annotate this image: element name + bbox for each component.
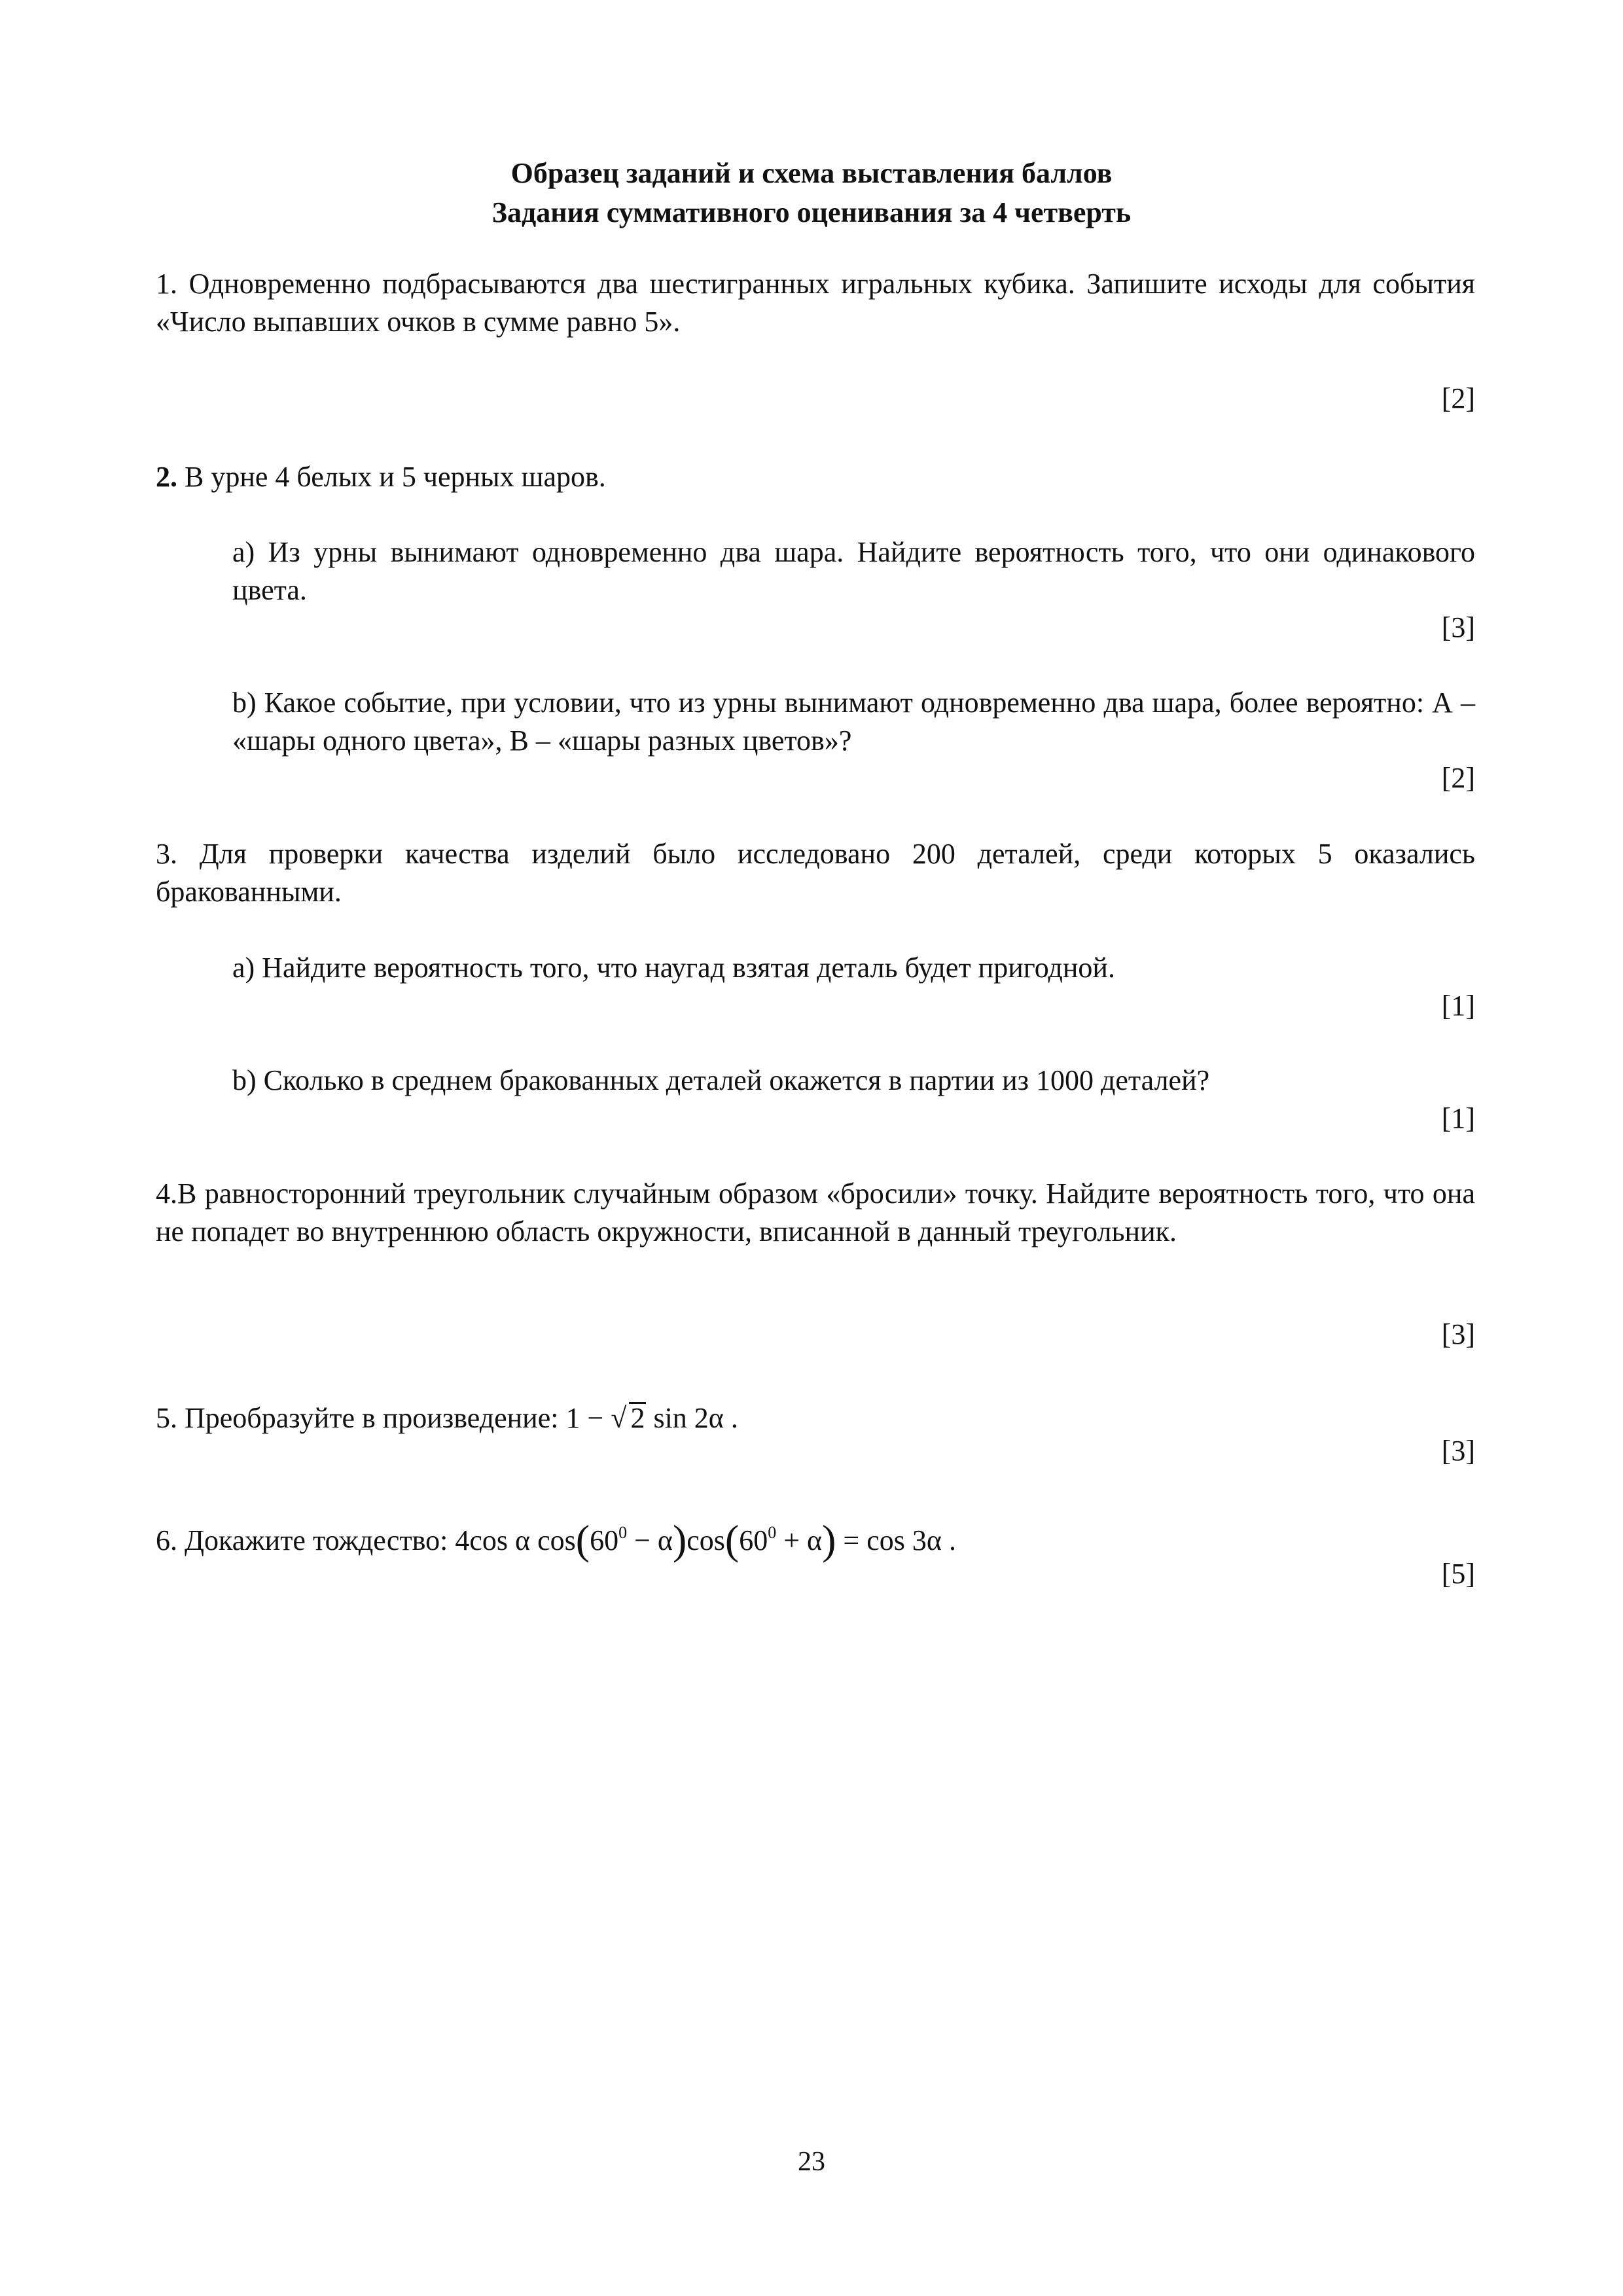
- formula-part: + α: [776, 1524, 823, 1556]
- formula-part: 1 −: [565, 1402, 611, 1434]
- task-5-label: 5. Преобразуйте в произведение:: [156, 1402, 566, 1434]
- task-2b-text: b) Какое событие, при условии, что из урны вынимают одновременно два шара, более вероятно: А – «шары одного цвета», В – «шары разных цветов»?: [232, 687, 1475, 757]
- title-line-2: Задания суммативного оценивания за 4 четверть: [491, 196, 1132, 228]
- task-3b-points: [1]: [1441, 1102, 1475, 1134]
- paren-close: ): [822, 1516, 836, 1563]
- task-3-text: 3. Для проверки качества изделий было исследовано 200 деталей, среди которых 5 оказались бракованными.: [156, 838, 1475, 908]
- paren-open: (: [724, 1516, 740, 1563]
- formula-part: cos: [687, 1524, 725, 1556]
- task-2b-points: [2]: [1441, 762, 1475, 794]
- task-2a-points: [3]: [1441, 611, 1475, 643]
- task-3a-points: [1]: [1441, 990, 1475, 1022]
- task-1-text: 1. Одновременно подбрасываются два шестигранных игральных кубика. Запишите исходы для события «Число выпавших очков в сумме равно 5».: [156, 268, 1475, 338]
- formula-part: 4cos α cos: [455, 1524, 576, 1556]
- task-4-text: 4.В равносторонний треугольник случайным образом «бросили» точку. Найдите вероятность того, что она не попадет во внутреннюю область окружности, вписанной в данный треугольник.: [156, 1177, 1475, 1247]
- task-6-text: [156, 1516, 1475, 1563]
- task-2-body: В урне 4 белых и 5 черных шаров.: [177, 461, 606, 493]
- task-6-formula: [455, 1516, 942, 1563]
- formula-end: .: [723, 1402, 738, 1434]
- task-5-formula: [565, 1402, 723, 1434]
- task-4-points: [3]: [1441, 1318, 1475, 1350]
- paren-close: ): [672, 1516, 687, 1563]
- formula-part: − α: [627, 1524, 673, 1556]
- paren-open: (: [575, 1516, 590, 1563]
- task-6-points: [5]: [1441, 1558, 1475, 1590]
- page-number: 23: [798, 2147, 825, 2177]
- formula-part: 60: [739, 1524, 768, 1556]
- formula-part: = cos 3α: [836, 1524, 942, 1556]
- sqrt-sign: √: [611, 1402, 627, 1434]
- task-5-points: [3]: [1441, 1435, 1475, 1467]
- title-line-1: Образец заданий и схема выставления баллов: [510, 157, 1113, 189]
- task-6-label: 6. Докажите тождество:: [156, 1524, 455, 1556]
- task-2-text: [156, 458, 1475, 496]
- formula-part: 60: [590, 1524, 619, 1556]
- task-3b-text: b) Сколько в среднем бракованных деталей окажется в партии из 1000 деталей?: [232, 1064, 1210, 1096]
- degree-mark: 0: [768, 1523, 777, 1542]
- formula-part: sin 2α: [646, 1402, 724, 1434]
- degree-mark: 0: [618, 1523, 628, 1542]
- task-1-points: [2]: [1441, 382, 1475, 414]
- formula-end: .: [941, 1524, 956, 1556]
- task-2a-text: a) Из урны вынимают одновременно два шара. Найдите вероятность того, что они одинакового цвета.: [232, 536, 1475, 606]
- task-2-number: 2.: [156, 461, 177, 493]
- task-3a-text: a) Найдите вероятность того, что наугад взятая деталь будет пригодной.: [232, 952, 1115, 984]
- sqrt-radicand: 2: [630, 1402, 645, 1434]
- task-5-text: [156, 1399, 1475, 1437]
